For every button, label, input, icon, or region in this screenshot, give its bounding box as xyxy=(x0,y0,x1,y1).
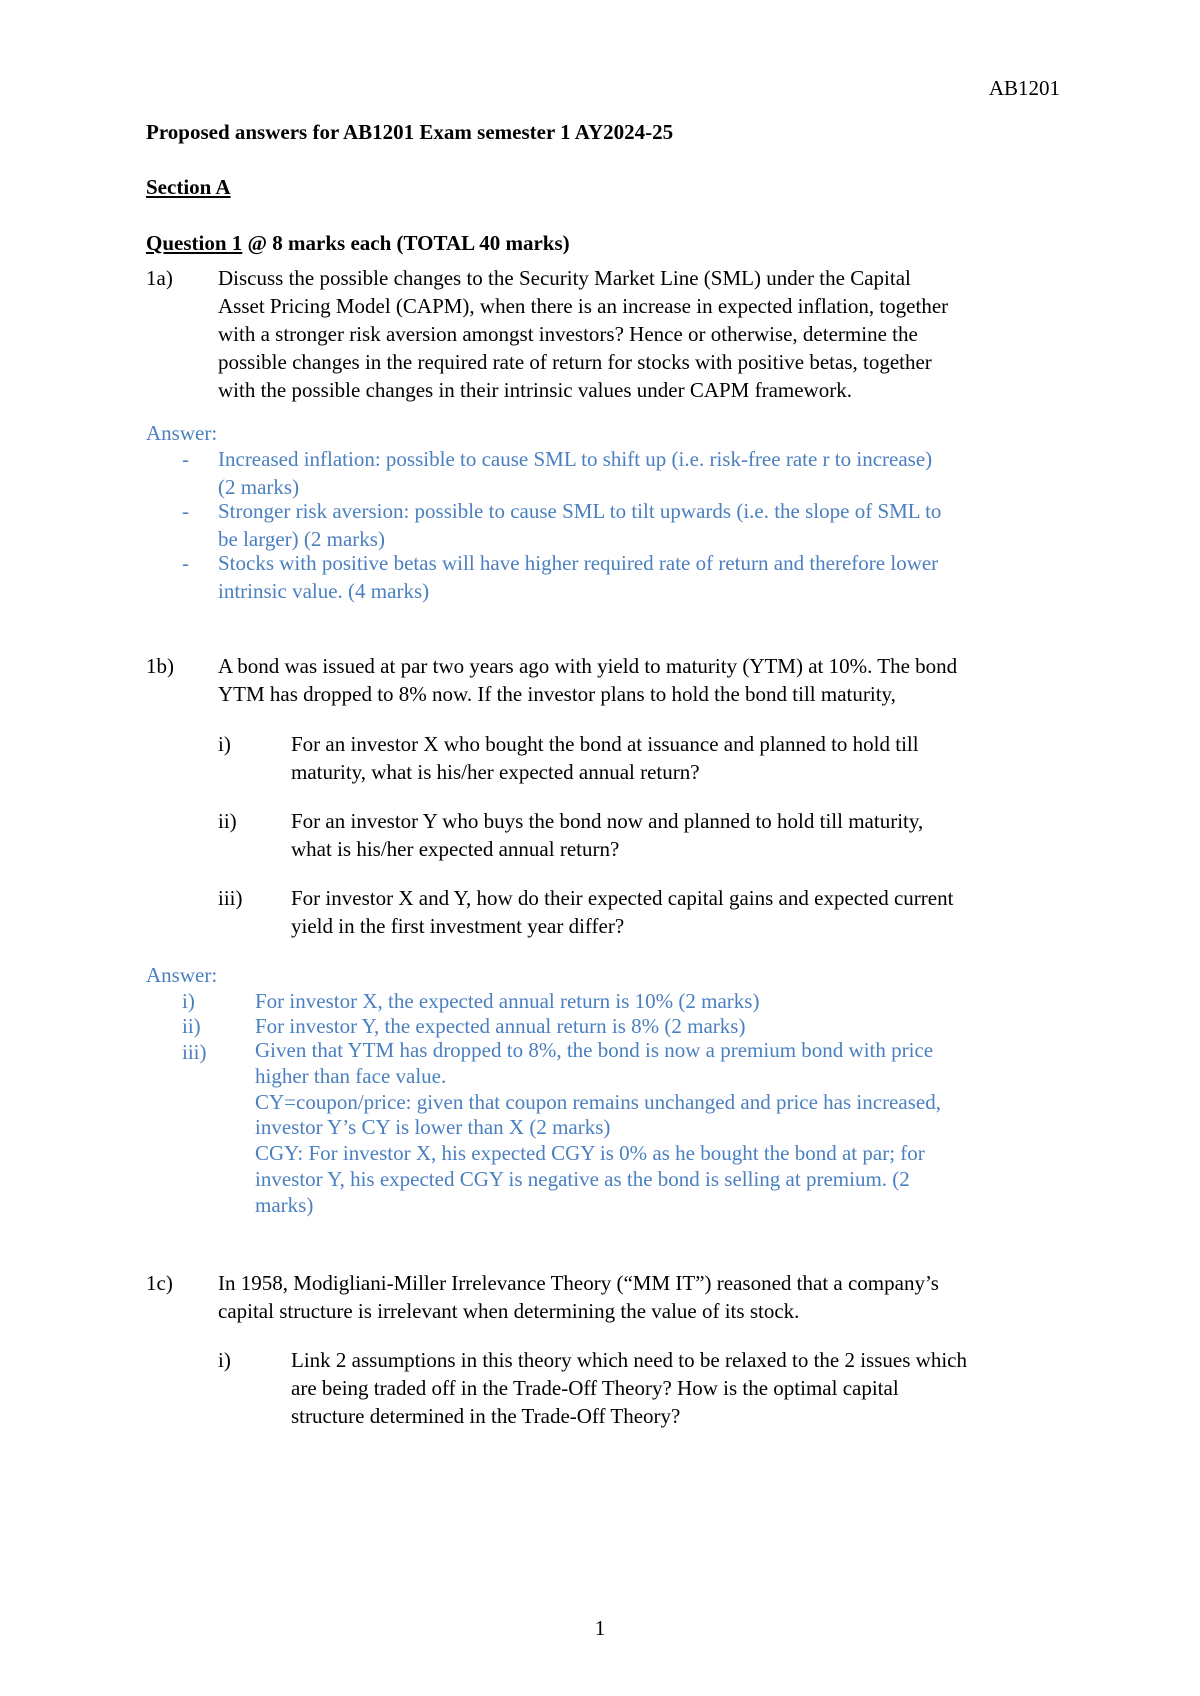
answer-line: intrinsic value. (4 marks) xyxy=(218,579,430,603)
q1c-line: capital structure is irrelevant when determining the value of its stock. xyxy=(218,1299,800,1323)
q1a-line: with the possible changes in their intrinsic values under CAPM framework. xyxy=(218,378,852,402)
page-number: 1 xyxy=(594,1616,606,1640)
q1a-answer-item xyxy=(218,497,1061,553)
q1c-number: 1c) xyxy=(146,1271,173,1295)
answer-numeral: ii) xyxy=(182,1014,201,1038)
header-course-code: AB1201 xyxy=(988,76,1060,100)
answer-numeral: i) xyxy=(182,989,195,1013)
answer-line: marks) xyxy=(255,1192,314,1217)
q1c-line: In 1958, Modigliani-Miller Irrelevance Theory (“MM IT”) reasoned that a company’s xyxy=(218,1271,939,1295)
sub-line: maturity, what is his/her expected annual return? xyxy=(291,760,700,784)
answer-line: higher than face value. xyxy=(255,1063,447,1088)
q1b-sub-question xyxy=(291,884,1061,940)
question-marks: @ 8 marks each (TOTAL 40 marks) xyxy=(242,231,570,255)
sub-numeral: i) xyxy=(218,732,231,756)
answer-line: Given that YTM has dropped to 8%, the bond is now a premium bond with price xyxy=(255,1038,934,1062)
sub-numeral: ii) xyxy=(218,809,237,833)
sub-line: Link 2 assumptions in this theory which need to be relaxed to the 2 issues which xyxy=(291,1348,967,1372)
sub-line: are being traded off in the Trade-Off Theory? How is the optimal capital xyxy=(291,1376,899,1400)
q1a-answer-item xyxy=(218,445,1061,501)
answer-line: investor Y’s CY is lower than X (2 marks) xyxy=(255,1115,611,1140)
answer-line: CGY: For investor X, his expected CGY is 0% as he bought the bond at par; for xyxy=(255,1141,925,1166)
question-label: Question 1 xyxy=(146,231,243,255)
answer-line: be larger) (2 marks) xyxy=(218,527,385,551)
sub-line: For an investor X who bought the bond at issuance and planned to hold till xyxy=(291,732,919,756)
answer-line: Increased inflation: possible to cause SML to shift up (i.e. risk-free rate r to increase) xyxy=(218,447,933,471)
document-title: Proposed answers for AB1201 Exam semester 1 AY2024-25 xyxy=(146,120,674,144)
q1b-sub-question xyxy=(291,730,1061,786)
q1c-sub-question xyxy=(291,1346,1061,1430)
q1a-line: Discuss the possible changes to the Security Market Line (SML) under the Capital xyxy=(218,266,911,290)
sub-line: For investor X and Y, how do their expected capital gains and expected current xyxy=(291,886,954,910)
question-heading xyxy=(146,229,570,257)
sub-line: yield in the first investment year differ? xyxy=(291,914,625,938)
answer-line: Stocks with positive betas will have higher required rate of return and therefore lower xyxy=(218,551,939,575)
sub-line: structure determined in the Trade-Off Theory? xyxy=(291,1404,681,1428)
q1a-question xyxy=(218,264,1061,404)
q1b-number: 1b) xyxy=(146,654,174,678)
q1b-answer-item xyxy=(255,1012,1061,1040)
q1a-line: Asset Pricing Model (CAPM), when there is an increase in expected inflation, together xyxy=(218,294,949,318)
sub-numeral: iii) xyxy=(218,886,243,910)
answer-numeral: iii) xyxy=(182,1040,207,1064)
q1a-line: possible changes in the required rate of return for stocks with positive betas, together xyxy=(218,350,932,374)
sub-line: what is his/her expected annual return? xyxy=(291,837,620,861)
q1b-sub-question xyxy=(291,807,1061,863)
q1c-question xyxy=(218,1269,1061,1325)
answer-line: For investor Y, the expected annual return is 8% (2 marks) xyxy=(255,1014,746,1038)
answer-line: CY=coupon/price: given that coupon remains unchanged and price has increased, xyxy=(255,1089,941,1114)
answer-line: (2 marks) xyxy=(218,475,300,499)
section-heading: Section A xyxy=(146,175,231,199)
sub-numeral: i) xyxy=(218,1348,231,1372)
bullet-dash: - xyxy=(182,551,189,575)
q1b-line: A bond was issued at par two years ago with yield to maturity (YTM) at 10%. The bond xyxy=(218,654,958,678)
bullet-dash: - xyxy=(182,447,189,471)
q1b-question xyxy=(218,652,1061,708)
q1a-answer-label: Answer: xyxy=(146,421,218,445)
answer-line: For investor X, the expected annual return is 10% (2 marks) xyxy=(255,989,760,1013)
answer-line: Stronger risk aversion: possible to cause SML to tilt upwards (i.e. the slope of SML to xyxy=(218,499,942,523)
answer-line: investor Y, his expected CGY is negative as the bond is selling at premium. (2 xyxy=(255,1166,910,1191)
q1b-answer-label: Answer: xyxy=(146,963,218,987)
q1a-number: 1a) xyxy=(146,266,173,290)
q1b-answer-item xyxy=(255,987,1061,1015)
q1b-line: YTM has dropped to 8% now. If the investor plans to hold the bond till maturity, xyxy=(218,682,896,706)
q1b-answer-item xyxy=(255,1038,1061,1219)
q1a-answer-item xyxy=(218,549,1061,605)
q1a-line: with a stronger risk aversion amongst investors? Hence or otherwise, determine the xyxy=(218,322,918,346)
bullet-dash: - xyxy=(182,499,189,523)
sub-line: For an investor Y who buys the bond now and planned to hold till maturity, xyxy=(291,809,924,833)
